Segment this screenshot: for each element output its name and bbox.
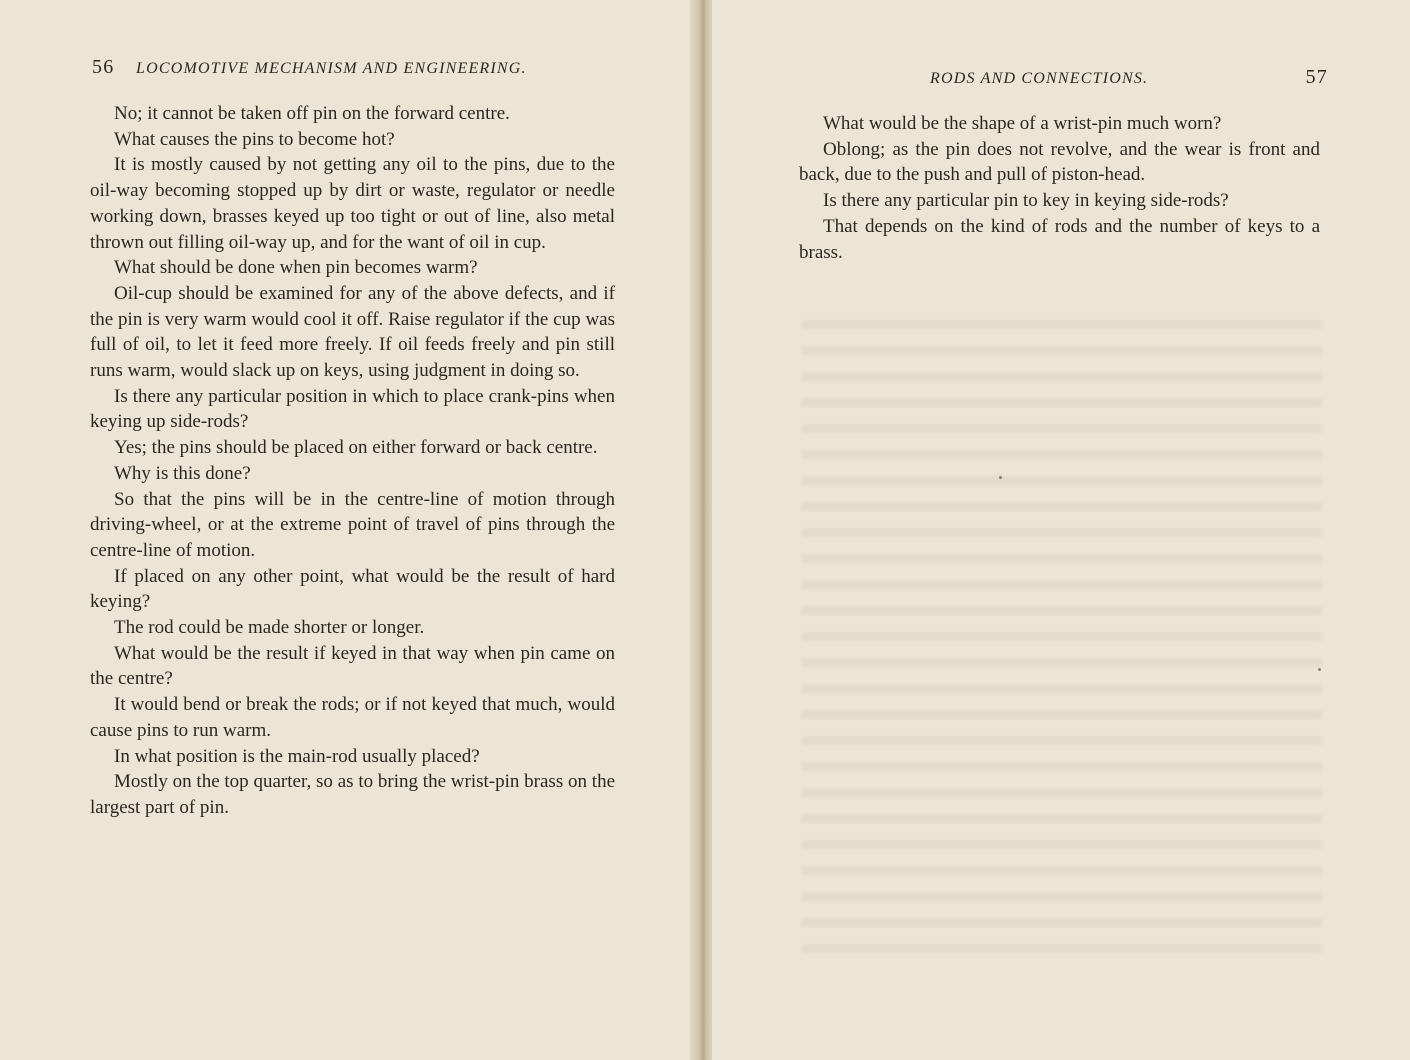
page-number: 56 (92, 56, 115, 78)
right-page-header (798, 68, 1328, 96)
paragraph: It is mostly caused by not getting any oil to the pins, due to the oil-way becoming stopped up by dirt or waste, regulator or needle working down, brasses keyed up too tight or out of line, also metal thrown out filling oil-way up, and for the want of oil in cup. (90, 154, 615, 253)
running-head: LOCOMOTIVE MECHANISM AND ENGINEERING. (136, 60, 527, 77)
paragraph: Mostly on the top quarter, so as to bring the wrist-pin brass on the largest part of pin. (90, 771, 615, 818)
paragraph: In what position is the main-rod usually placed? (114, 745, 480, 767)
paragraph: Oblong; as the pin does not revolve, and the wear is front and back, due to the push and pull of piston-head. (799, 138, 1320, 186)
paragraph: What causes the pins to become hot? (114, 128, 395, 150)
paragraph: It would bend or break the rods; or if not keyed that much, would cause pins to run warm. (90, 694, 615, 741)
paragraph: What should be done when pin becomes warm? (114, 257, 478, 279)
paragraph: What would be the result if keyed in that way when pin came on the centre? (90, 642, 615, 690)
paragraph: Oil-cup should be examined for any of the above defects, and if the pin is very warm would cool it off. Raise regulator if the cup was full of oil, to let it feed more freely. If oil feeds freely and pin still runs warm, would slack up on keys, using judgment in doing so. (90, 282, 615, 382)
paper-speck (1318, 668, 1321, 671)
paragraph: Yes; the pins should be placed on either forward or back centre. (114, 437, 598, 459)
left-page-header (92, 58, 612, 86)
paragraph: No; it cannot be taken off pin on the forward centre. (114, 103, 510, 124)
show-through-texture (802, 320, 1322, 960)
left-page-body (90, 101, 615, 821)
paragraph: What would be the shape of a wrist-pin much worn? (823, 113, 1222, 134)
right-page (712, 0, 1410, 1060)
paragraph: That depends on the kind of rods and the number of keys to a brass. (799, 215, 1320, 263)
right-page-body (799, 111, 1320, 265)
left-page (0, 0, 696, 1060)
paragraph: Is there any particular pin to key in keying side-rods? (823, 190, 1229, 212)
paper-speck (999, 476, 1002, 479)
paragraph: Is there any particular position in which to place crank-pins when keying up side-rods? (90, 385, 615, 433)
running-head: RODS AND CONNECTIONS. (930, 70, 1149, 87)
paragraph: Why is this done? (114, 462, 251, 484)
paragraph: So that the pins will be in the centre-line of motion through driving-wheel, or at the extreme point of travel of pins through the centre-line of motion. (90, 488, 615, 561)
page-number: 57 (1305, 66, 1328, 88)
paragraph: The rod could be made shorter or longer. (114, 617, 425, 639)
paragraph: If placed on any other point, what would be the result of hard keying? (90, 565, 615, 613)
